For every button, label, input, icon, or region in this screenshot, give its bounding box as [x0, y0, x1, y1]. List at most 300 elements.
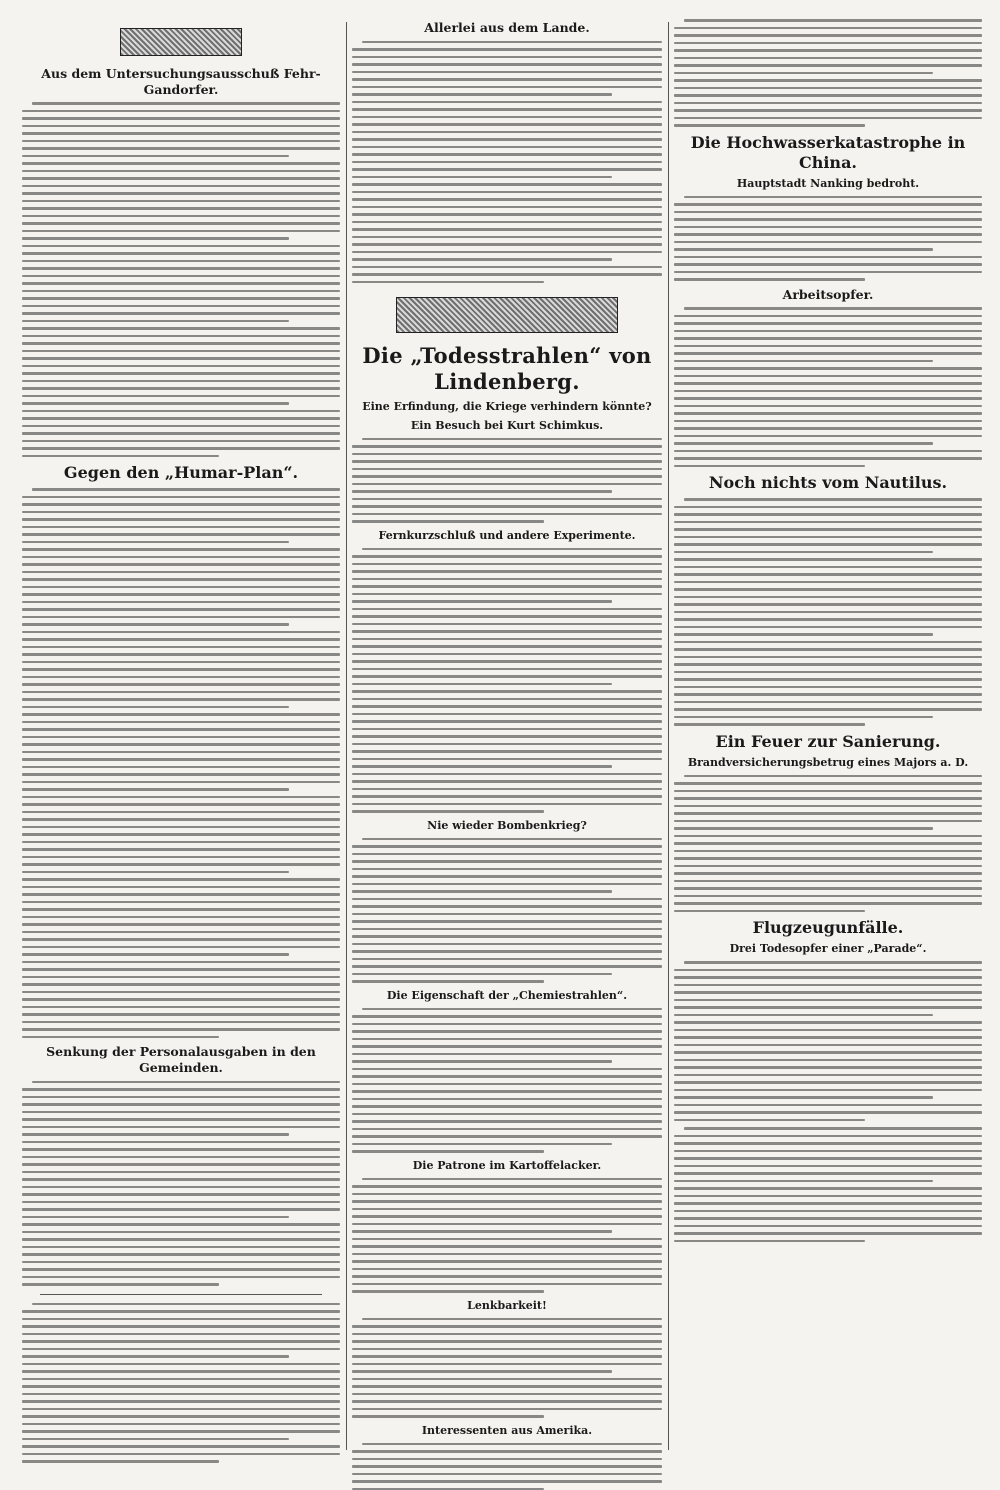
text-line: [674, 1096, 933, 1099]
text-line: [352, 645, 662, 648]
text-line: [352, 578, 662, 581]
text-line: [352, 1060, 612, 1063]
text-line: [352, 206, 662, 209]
text-line: [674, 521, 982, 524]
text-line: [674, 1210, 982, 1213]
article-text-block: [352, 438, 662, 523]
article-text-block: [22, 1081, 340, 1286]
text-line: [352, 803, 662, 806]
text-line: [352, 251, 662, 254]
text-line: [22, 773, 340, 776]
text-line: [352, 920, 662, 923]
text-line: [22, 706, 289, 709]
article-subhead: Nie wieder Bombenkrieg?: [427, 818, 587, 832]
text-line: [22, 395, 340, 398]
text-line: [22, 496, 340, 499]
text-line: [674, 895, 982, 898]
text-line: [22, 1261, 340, 1264]
text-line: [22, 1340, 340, 1343]
article-text-block: [352, 41, 662, 284]
text-line: [22, 1363, 340, 1366]
text-line: [674, 528, 982, 531]
text-line: [22, 335, 340, 338]
text-line: [352, 668, 662, 671]
text-line: [674, 723, 865, 726]
text-line: [674, 1044, 982, 1047]
text-line: [22, 237, 289, 240]
text-line: [352, 743, 662, 746]
text-line: [22, 998, 340, 1001]
text-line: [352, 623, 662, 626]
text-line: [352, 101, 662, 104]
text-line: [674, 87, 982, 90]
text-line: [22, 1283, 219, 1286]
text-line: [352, 1283, 662, 1286]
text-line: [674, 1074, 982, 1077]
text-line: [22, 230, 340, 233]
text-line: [22, 1223, 340, 1226]
text-line: [674, 633, 933, 636]
text-line: [674, 872, 982, 875]
text-line: [352, 243, 662, 246]
text-line: [352, 875, 662, 878]
text-line: [352, 905, 662, 908]
article-subhead: Drei Todesopfer einer „Parade“.: [729, 942, 927, 956]
text-line: [352, 48, 662, 51]
text-line: [674, 233, 982, 236]
text-line: [352, 1128, 662, 1131]
text-line: [22, 192, 340, 195]
text-line: [22, 683, 340, 686]
text-line: [674, 1111, 982, 1114]
text-line: [352, 1238, 662, 1241]
text-line: [352, 513, 662, 516]
text-line: [352, 1068, 662, 1071]
text-line: [22, 365, 340, 368]
text-line: [352, 1045, 662, 1048]
text-line: [22, 713, 340, 716]
text-line: [674, 603, 982, 606]
text-line: [352, 750, 662, 753]
text-line: [22, 200, 340, 203]
text-line: [22, 758, 340, 761]
text-line: [22, 297, 340, 300]
text-line: [22, 541, 289, 544]
text-line: [22, 1438, 289, 1441]
text-line: [22, 1355, 289, 1358]
text-line: [22, 312, 340, 315]
text-line: [22, 593, 340, 596]
text-line: [674, 211, 982, 214]
text-line: [22, 1370, 340, 1373]
text-line: [362, 1178, 662, 1181]
text-line: [352, 1400, 662, 1403]
text-line: [352, 1260, 662, 1263]
column-1: [22, 14, 340, 1458]
text-line: [352, 221, 662, 224]
text-line: [22, 1171, 340, 1174]
text-line: [22, 1246, 340, 1249]
text-line: [22, 968, 340, 971]
text-line: [22, 1013, 340, 1016]
text-line: [22, 425, 340, 428]
text-line: [674, 1081, 982, 1084]
text-line: [22, 526, 340, 529]
separator-rule: [40, 1294, 322, 1295]
text-line: [22, 826, 340, 829]
text-line: [352, 845, 662, 848]
text-line: [674, 536, 982, 539]
text-line: [674, 1119, 865, 1122]
article-subhead: Die Patrone im Kartoffelacker.: [412, 1158, 602, 1172]
text-line: [352, 1223, 662, 1226]
text-line: [674, 1240, 865, 1243]
text-line: [674, 678, 982, 681]
text-line: [674, 782, 982, 785]
text-line: [674, 716, 933, 719]
text-line: [22, 372, 340, 375]
text-line: [352, 1230, 612, 1233]
text-line: [22, 788, 289, 791]
article-text-block: [352, 1008, 662, 1153]
text-line: [674, 1029, 982, 1032]
text-line: [22, 1103, 340, 1106]
text-line: [22, 548, 340, 551]
text-line: [22, 380, 340, 383]
text-line: [352, 1393, 662, 1396]
text-line: [674, 390, 982, 393]
text-line: [674, 42, 982, 45]
text-line: [352, 788, 662, 791]
text-line: [674, 581, 982, 584]
text-line: [352, 593, 662, 596]
text-line: [674, 360, 933, 363]
text-line: [352, 795, 662, 798]
text-line: [22, 110, 340, 113]
text-line: [674, 573, 982, 576]
text-line: [674, 902, 982, 905]
text-line: [22, 1393, 340, 1396]
text-line: [352, 615, 662, 618]
text-line: [22, 833, 340, 836]
text-line: [674, 865, 982, 868]
text-line: [352, 1325, 662, 1328]
text-line: [22, 215, 340, 218]
text-line: [674, 1202, 982, 1205]
text-line: [674, 566, 982, 569]
text-line: [674, 513, 982, 516]
text-line: [674, 315, 982, 318]
text-line: [674, 618, 982, 621]
text-line: [674, 1165, 982, 1168]
text-line: [362, 1318, 662, 1321]
text-line: [674, 256, 982, 259]
text-line: [352, 1253, 662, 1256]
text-line: [674, 506, 982, 509]
text-line: [22, 631, 340, 634]
text-line: [22, 1400, 340, 1403]
text-line: [674, 1089, 982, 1092]
text-line: [674, 797, 982, 800]
text-line: [352, 570, 662, 573]
text-line: [352, 563, 662, 566]
text-line: [352, 720, 662, 723]
text-line: [352, 735, 662, 738]
text-line: [352, 1200, 662, 1203]
text-line: [352, 490, 612, 493]
text-line: [352, 108, 662, 111]
text-line: [352, 950, 662, 953]
article-text-block: [674, 498, 982, 726]
text-line: [362, 1008, 662, 1011]
text-line: [674, 708, 982, 711]
text-line: [674, 880, 982, 883]
article-headline: Senkung der Personalausgaben in den Gemeinden.: [46, 1044, 316, 1075]
text-line: [674, 457, 982, 460]
text-line: [22, 1408, 340, 1411]
article-headline: Ein Feuer zur Sanierung.: [715, 731, 941, 751]
text-line: [674, 226, 982, 229]
text-line: [32, 1303, 340, 1306]
text-line: [352, 1465, 662, 1468]
text-line: [22, 1201, 340, 1204]
text-line: [674, 1195, 982, 1198]
text-line: [352, 460, 662, 463]
text-line: [22, 162, 340, 165]
text-line: [22, 983, 340, 986]
text-line: [22, 320, 289, 323]
text-line: [352, 965, 662, 968]
text-line: [352, 883, 662, 886]
text-line: [674, 94, 982, 97]
text-line: [352, 698, 662, 701]
text-line: [352, 860, 662, 863]
text-line: [674, 1059, 982, 1062]
text-line: [352, 1363, 662, 1366]
text-line: [22, 1231, 340, 1234]
text-line: [22, 440, 340, 443]
text-line: [352, 146, 662, 149]
text-line: [22, 893, 340, 896]
text-line: [352, 935, 662, 938]
text-line: [22, 282, 340, 285]
text-line: [22, 1423, 340, 1426]
text-line: [352, 585, 662, 588]
text-line: [22, 1385, 340, 1388]
article-text-block: [352, 1443, 662, 1490]
text-line: [352, 1458, 662, 1461]
text-line: [684, 498, 982, 501]
text-line: [674, 984, 982, 987]
text-line: [674, 57, 982, 60]
text-line: [674, 322, 982, 325]
text-line: [352, 1083, 662, 1086]
text-line: [674, 450, 982, 453]
article-subhead: Ein Besuch bei Kurt Schimkus.: [410, 418, 604, 432]
text-line: [352, 1290, 544, 1293]
text-line: [684, 19, 982, 22]
text-line: [22, 1276, 340, 1279]
text-line: [674, 1225, 982, 1228]
text-line: [352, 1215, 662, 1218]
text-line: [22, 1193, 340, 1196]
text-line: [352, 520, 544, 523]
text-line: [22, 1156, 340, 1159]
text-line: [22, 327, 340, 330]
text-line: [352, 161, 662, 164]
text-line: [22, 938, 340, 941]
text-line: [22, 856, 340, 859]
text-line: [22, 1453, 340, 1456]
article-headline: Allerlei aus dem Lande.: [424, 20, 590, 35]
text-line: [22, 781, 340, 784]
article-headline: Aus dem Untersuchungsausschuß Fehr-Gandorfer.: [41, 66, 321, 97]
text-line: [352, 1415, 544, 1418]
text-line: [22, 222, 340, 225]
text-line: [22, 1253, 340, 1256]
article-subhead: Die Eigenschaft der „Chemiestrahlen“.: [386, 988, 628, 1002]
text-line: [22, 608, 340, 611]
text-line: [22, 267, 340, 270]
text-line: [352, 1015, 662, 1018]
text-line: [674, 218, 982, 221]
text-line: [674, 857, 982, 860]
text-line: [362, 1443, 662, 1446]
text-line: [352, 608, 662, 611]
text-line: [22, 1333, 340, 1336]
text-line: [352, 153, 662, 156]
text-line: [674, 827, 933, 830]
text-line: [352, 630, 662, 633]
text-line: [674, 663, 982, 666]
text-line: [352, 213, 662, 216]
text-line: [352, 191, 662, 194]
text-line: [352, 1150, 544, 1153]
text-line: [352, 758, 662, 761]
text-line: [674, 842, 982, 845]
text-line: [22, 1415, 340, 1418]
text-line: [674, 693, 982, 696]
text-line: [352, 1275, 662, 1278]
text-line: [22, 811, 340, 814]
text-line: [22, 455, 219, 458]
text-line: [22, 1163, 340, 1166]
section-banner: [120, 28, 242, 56]
text-line: [674, 551, 933, 554]
text-line: [362, 548, 662, 551]
text-line: [352, 1245, 662, 1248]
text-line: [674, 1232, 982, 1235]
article-headline: Noch nichts vom Nautilus.: [708, 473, 948, 493]
text-line: [22, 1208, 340, 1211]
text-line: [674, 1180, 933, 1183]
text-line: [22, 691, 340, 694]
text-line: [22, 305, 340, 308]
text-line: [22, 207, 340, 210]
text-line: [352, 1378, 662, 1381]
text-line: [22, 357, 340, 360]
text-line: [352, 868, 662, 871]
text-line: [22, 1445, 340, 1448]
text-line: [22, 275, 340, 278]
text-line: [674, 109, 982, 112]
text-line: [22, 1186, 340, 1189]
text-line: [22, 132, 340, 135]
text-line: [352, 1105, 662, 1108]
text-line: [674, 337, 982, 340]
text-line: [674, 117, 982, 120]
text-line: [352, 498, 662, 501]
text-line: [22, 556, 340, 559]
text-line: [352, 1120, 662, 1123]
text-line: [22, 350, 340, 353]
text-line: [674, 991, 982, 994]
article-text-block: [22, 102, 340, 457]
article-subhead: Lenkbarkeit!: [467, 1298, 547, 1312]
section-banner: [396, 297, 618, 333]
text-line: [352, 505, 662, 508]
article-headline: Gegen den „Humar-Plan“.: [63, 463, 299, 483]
text-line: [352, 780, 662, 783]
text-line: [22, 668, 340, 671]
article-text-block: [22, 488, 340, 1038]
text-line: [352, 1143, 612, 1146]
text-line: [362, 438, 662, 441]
text-line: [22, 1348, 340, 1351]
text-line: [352, 236, 662, 239]
text-line: [684, 961, 982, 964]
text-line: [674, 1217, 982, 1220]
article-text-block: [674, 19, 982, 127]
text-line: [32, 1081, 340, 1084]
text-line: [22, 1325, 340, 1328]
text-line: [674, 124, 865, 127]
text-line: [674, 367, 982, 370]
text-line: [352, 1473, 662, 1476]
text-line: [22, 410, 340, 413]
text-line: [22, 728, 340, 731]
text-line: [352, 1340, 662, 1343]
text-line: [674, 850, 982, 853]
text-line: [352, 728, 662, 731]
article-text-block: [352, 838, 662, 983]
text-line: [674, 1150, 982, 1153]
text-line: [352, 1450, 662, 1453]
text-line: [22, 601, 340, 604]
text-line: [22, 1318, 340, 1321]
text-line: [352, 980, 544, 983]
text-line: [352, 1135, 662, 1138]
text-line: [674, 49, 982, 52]
text-line: [352, 266, 662, 269]
text-line: [22, 976, 340, 979]
text-line: [352, 176, 612, 179]
text-line: [22, 1028, 340, 1031]
text-line: [352, 1185, 662, 1188]
text-line: [352, 973, 612, 976]
text-line: [352, 660, 662, 663]
text-line: [674, 1051, 982, 1054]
text-line: [352, 468, 662, 471]
text-line: [22, 402, 289, 405]
text-line: [352, 943, 662, 946]
text-line: [352, 1385, 662, 1388]
text-line: [32, 102, 340, 105]
text-line: [22, 387, 340, 390]
text-line: [22, 417, 340, 420]
text-line: [352, 138, 662, 141]
text-line: [352, 713, 662, 716]
